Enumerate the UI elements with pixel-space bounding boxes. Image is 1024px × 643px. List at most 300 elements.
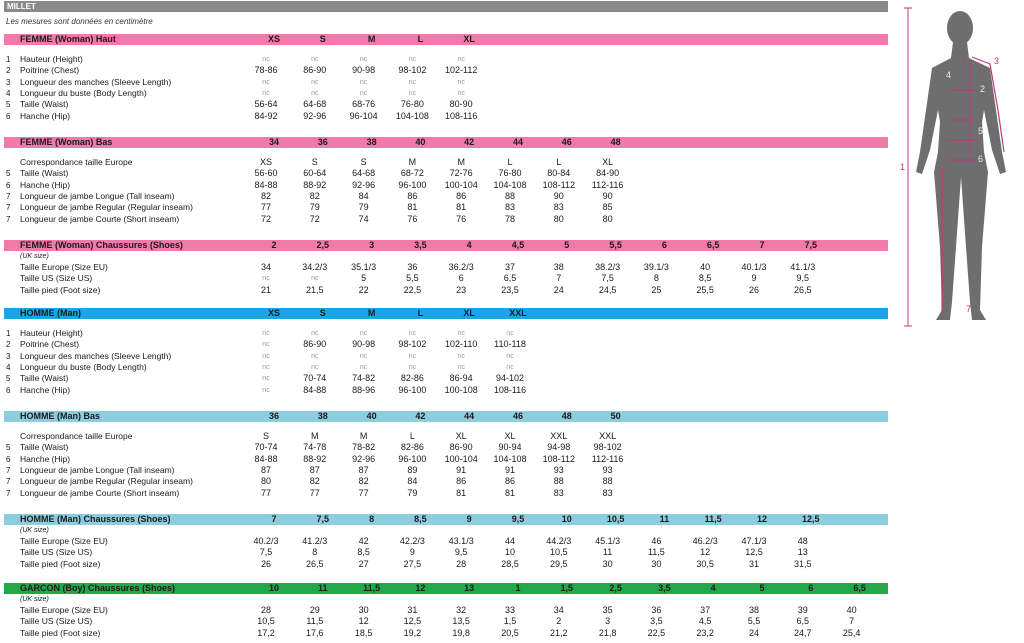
measure-number: 6 [6,180,11,190]
table-cell: 100-104 [444,453,478,464]
table-cell: 87 [358,464,369,475]
table-cell: nc [408,78,417,86]
table-cell: 9,5 [454,547,468,558]
section-header-band [4,583,888,594]
table-cell: 12 [700,547,711,558]
table-cell: 94-98 [547,442,571,453]
row-label: Hanche (Hip) [20,110,71,121]
size-header-cell: M [367,34,376,44]
section-title: FEMME (Woman) Haut [20,34,116,44]
table-cell: 76-80 [498,168,522,179]
table-cell: 81 [456,202,467,213]
table-cell: 93 [602,464,613,475]
table-cell: 13 [797,547,808,558]
table-cell: 64-68 [352,168,376,179]
table-cell: XXL [550,431,568,441]
table-cell: 78-86 [254,65,278,76]
table-cell: 47.1/3 [741,536,767,546]
table-cell: 8,5 [698,273,712,284]
table-cell: 84-88 [254,453,278,464]
table-cell: 1,5 [503,616,517,627]
table-cell: 33 [504,605,515,615]
table-cell: nc [408,56,417,63]
measure-number: 3 [6,351,11,361]
table-cell: 11,5 [306,616,324,627]
size-header-cell: 48 [561,411,572,421]
row-label: Taille (Waist) [20,373,69,384]
section-header-band [4,514,888,525]
size-header-cell: 46 [561,137,572,147]
table-cell: 44.2/3 [546,536,572,546]
table-cell: nc [262,89,270,97]
table-cell: 8 [653,273,659,284]
table-cell: nc [311,352,319,360]
figure-marker-label: 4 [946,70,952,80]
measure-number: 5 [6,100,11,110]
table-cell: 41.1/3 [790,262,816,272]
table-cell: 38.2/3 [595,262,621,272]
table-cell: M [359,431,368,441]
table-cell: 40.2/3 [253,536,279,546]
size-header-cell: 5 [564,240,570,250]
size-header-cell: 9,5 [511,514,525,524]
table-cell: 22 [358,284,369,295]
table-cell: nc [457,363,465,371]
table-cell: 56-60 [254,168,278,179]
table-cell: 30,5 [696,558,714,569]
table-cell: 72 [260,213,271,224]
table-cell: 83 [602,487,613,498]
brand-bar [4,1,888,12]
size-header-cell: XL [463,308,475,318]
table-cell: 77 [309,487,320,498]
table-cell: 46 [651,536,662,546]
row-label: Hanche (Hip) [20,453,71,464]
uk-size-note: (UK size) [20,527,49,534]
size-header-cell: 44 [464,411,475,421]
table-cell: 35 [602,605,613,615]
row-label: Taille (Waist) [20,99,69,110]
units-note: Les mesures sont données en centimètre [6,17,153,26]
table-cell: 96-104 [349,110,378,121]
size-header-cell: 11,5 [704,514,722,524]
table-cell: 102-112 [445,65,478,76]
table-cell: nc [262,275,270,283]
table-cell: 81 [504,487,515,498]
section-title: FEMME (Woman) Chaussures (Shoes) [20,240,183,250]
measure-number: 7 [6,465,11,475]
table-cell: L [409,431,415,441]
table-cell: 74 [358,213,369,224]
row-label: Poitrine (Chest) [20,65,80,76]
table-cell: 24 [553,284,564,295]
table-cell: 88 [553,476,564,487]
table-cell: 56-64 [254,99,278,110]
table-cell: nc [408,89,417,97]
table-cell: 24,7 [794,627,812,638]
table-cell: 86 [504,476,515,487]
table-cell: 80 [553,213,564,224]
table-cell: 7,5 [601,273,614,284]
table-cell: 84-88 [254,179,278,190]
size-header-cell: 4 [710,583,716,593]
figure-marker-label: 1 [900,162,906,172]
section-title: HOMME (Man) Chaussures (Shoes) [20,514,171,524]
size-header-cell: 11 [659,514,670,524]
measure-number: 1 [6,55,11,64]
size-header-cell: 36 [317,137,328,147]
table-cell: XS [259,157,272,167]
table-cell: 88-96 [352,384,376,395]
table-cell: 90-98 [352,65,376,76]
table-cell: 12 [358,616,369,627]
table-cell: nc [506,363,514,371]
table-cell: nc [457,78,465,86]
table-cell: 23,5 [501,284,519,295]
table-cell: XL [455,431,467,441]
table-cell: M [457,157,465,167]
table-cell: 92-96 [352,453,376,464]
table-cell: 31 [407,605,418,615]
section-title: HOMME (Man) Bas [20,411,101,421]
table-cell: 23,2 [696,627,714,638]
table-cell: 81 [456,487,467,498]
table-cell: 90-94 [498,442,522,453]
table-cell: 37 [700,605,711,615]
size-header-cell: 50 [610,411,621,421]
table-cell: 100-108 [444,384,478,395]
row-label: Longueur des manches (Sleeve Length) [20,76,172,87]
table-cell: 10 [504,547,515,558]
table-cell: 25 [651,284,662,295]
table-cell: 21 [260,284,271,295]
size-header-cell: 6,5 [853,583,866,593]
table-cell: 72-76 [449,168,473,179]
table-cell: 83 [504,202,515,213]
size-header-cell: 4,5 [511,240,525,250]
table-cell: 12,5 [403,616,422,627]
table-cell: 32 [456,605,467,615]
size-header-cell: 38 [317,411,328,421]
table-cell: 87 [260,464,271,475]
table-cell: 9 [751,273,757,284]
table-cell: 98-102 [398,65,427,76]
table-cell: nc [311,275,319,283]
measure-number: 6 [6,385,11,395]
table-cell: 82 [309,476,320,487]
table-cell: nc [457,56,465,63]
row-label: Longueur du buste (Body Length) [20,87,147,98]
table-cell: nc [359,78,368,86]
table-cell: 88-92 [303,179,327,190]
table-cell: 86 [456,190,467,201]
measure-number: 7 [6,488,11,498]
table-cell: 19,8 [452,627,470,638]
measure-number: 7 [6,214,11,224]
section-title: FEMME (Woman) Bas [20,137,113,147]
table-cell: nc [408,363,417,371]
table-cell: 42.2/3 [399,536,425,546]
row-label: Longueur de jambe Courte (Short inseam) [20,213,180,224]
row-label: Taille pied (Foot size) [20,627,101,638]
table-cell: 89 [407,464,418,475]
size-header-cell: 8,5 [414,514,427,524]
row-label: Taille pied (Foot size) [20,558,101,569]
size-header-cell: 10,5 [606,514,625,524]
size-header-cell: 3,5 [414,240,427,250]
table-cell: 87 [309,464,320,475]
table-cell: nc [262,78,270,86]
table-cell: 27 [358,558,369,569]
size-header-cell: 8 [369,514,375,524]
measure-number: 2 [6,66,11,76]
size-header-cell: M [367,308,376,318]
table-cell: 24,5 [598,284,617,295]
row-label: Correspondance taille Europe [20,157,133,167]
table-cell: nc [359,363,368,371]
measure-number: 4 [6,362,11,372]
measure-number: 6 [6,454,11,464]
table-cell: 84-88 [303,384,327,395]
table-cell: 96-100 [398,179,427,190]
table-cell: 44 [504,536,515,546]
table-cell: 11 [602,547,613,558]
table-cell: M [311,431,319,441]
row-label: Taille (Waist) [20,442,69,453]
table-cell: 108-112 [542,453,575,464]
table-cell: nc [311,330,319,337]
table-cell: 18,5 [354,627,373,638]
table-cell: 93 [553,464,564,475]
table-cell: 31,5 [794,558,812,569]
size-header-cell: 38 [366,137,377,147]
table-cell: nc [408,330,417,337]
table-cell: 22,5 [403,284,422,295]
row-label: Hauteur (Height) [20,54,83,64]
table-cell: 17,2 [257,627,275,638]
table-cell: 82 [260,190,271,201]
table-cell: 83 [553,202,564,213]
uk-size-note: (UK size) [20,596,49,603]
figure-marker-label: 3 [994,56,1000,66]
table-cell: 21,8 [598,627,617,638]
section-title: GARCON (Boy) Chaussures (Shoes) [20,583,176,593]
table-cell: 24 [748,627,759,638]
table-cell: 77 [358,487,369,498]
table-cell: 5,5 [747,616,761,627]
table-cell: nc [359,330,368,337]
table-cell: 21,2 [550,627,568,638]
row-label: Taille US (Size US) [20,273,93,284]
table-cell: nc [311,78,319,86]
size-header-cell: 9 [466,514,472,524]
table-cell: 39.1/3 [643,262,669,272]
table-cell: 104-108 [493,453,527,464]
table-cell: 104-108 [395,110,429,121]
row-label: Poitrine (Chest) [20,339,80,350]
table-cell: 25,5 [696,284,714,295]
uk-size-note: (UK size) [20,253,49,260]
size-header-cell: 13 [464,583,475,593]
table-cell: nc [262,56,270,63]
table-cell: 98-102 [398,339,427,350]
table-cell: 68-72 [400,168,424,179]
table-cell: 23 [456,284,467,295]
row-label: Taille (Waist) [20,168,69,179]
table-cell: 64-68 [303,99,327,110]
size-header-cell: 44 [512,137,523,147]
row-label: Longueur de jambe Longue (Tall inseam) [20,190,175,201]
table-cell: 91 [456,464,467,475]
table-cell: 76 [407,213,418,224]
table-cell: 19,2 [403,627,422,638]
table-cell: nc [262,352,270,360]
size-header-cell: 7,5 [804,240,818,250]
table-cell: 78 [504,213,515,224]
table-cell: 98-102 [593,442,622,453]
table-cell: 78-82 [352,442,376,453]
size-header-cell: 48 [610,137,621,147]
table-cell: 82-86 [400,442,424,453]
table-cell: L [556,157,562,167]
table-cell: 28,5 [501,558,519,569]
table-cell: 79 [407,487,418,498]
measure-number: 7 [6,191,11,201]
table-cell: 110-118 [494,339,526,350]
table-cell: 112-116 [591,453,624,464]
table-cell: 30 [651,558,662,569]
table-cell: 26,5 [794,284,812,295]
table-cell: 48 [797,536,808,546]
table-cell: 34 [553,605,564,615]
size-header-cell: 6 [808,583,814,593]
size-header-cell: 34 [268,137,279,147]
table-cell: 86-90 [449,442,473,453]
row-label: Taille pied (Foot size) [20,284,101,295]
size-header-cell: 5,5 [609,240,622,250]
table-cell: 34.2/3 [302,262,328,272]
size-header-cell: 7 [271,514,277,524]
measure-number: 5 [6,443,11,453]
table-cell: 4,5 [698,616,712,627]
table-cell: nc [506,352,514,360]
size-header-cell: 11 [318,583,328,593]
table-cell: nc [311,363,319,371]
table-cell: nc [311,89,319,97]
size-header-cell: L [417,34,424,44]
measure-number: 6 [6,111,11,121]
table-cell: 38 [553,262,564,272]
table-cell: 90 [602,190,613,201]
table-cell: 79 [309,202,320,213]
size-header-cell: XXL [509,308,527,318]
size-header-cell: 10 [268,583,279,593]
table-cell: 68-76 [352,99,376,110]
table-cell: nc [359,89,368,97]
table-cell: 74-78 [303,442,327,453]
table-cell: 91 [504,464,515,475]
table-cell: M [408,157,417,167]
table-cell: 36 [407,262,418,272]
table-cell: 112-116 [591,179,624,190]
table-cell: S [262,431,269,441]
table-cell: 27,5 [403,558,422,569]
table-cell: 88-92 [303,453,327,464]
row-label: Longueur de jambe Longue (Tall inseam) [20,464,175,475]
table-cell: 11,5 [647,547,665,558]
table-cell: nc [457,352,465,360]
table-cell: 84 [407,476,418,487]
table-cell: 26,5 [306,558,324,569]
table-cell: 7,5 [259,547,273,558]
table-cell: nc [262,330,270,337]
size-header-cell: 12,5 [802,514,820,524]
table-cell: 40 [846,605,857,615]
size-header-cell: 36 [268,411,279,421]
row-label: Hanche (Hip) [20,179,71,190]
row-label: Longueur de jambe Regular (Regular inseam) [20,202,193,213]
table-cell: XL [602,157,614,167]
table-cell: 104-108 [493,179,527,190]
section-header-band [4,411,888,422]
table-cell: L [507,157,513,167]
table-cell: 10,5 [550,547,568,558]
table-cell: 100-104 [444,179,478,190]
table-cell: 12,5 [745,547,763,558]
figure-marker-label: 7 [966,304,972,314]
table-cell: 20,5 [501,627,519,638]
measure-number: 4 [6,88,11,98]
table-cell: 37 [504,262,515,272]
row-label: Taille US (Size US) [20,547,93,558]
table-cell: 29,5 [550,558,568,569]
table-cell: 82 [358,476,369,487]
size-header-cell: 1,5 [560,583,574,593]
size-header-cell: 6 [661,240,667,250]
size-header-cell: 5 [759,583,765,593]
size-header-cell: 7 [759,240,765,250]
table-cell: 5,5 [406,273,419,284]
table-cell: 80-84 [547,168,571,179]
table-cell: 30 [602,558,613,569]
table-cell: 80 [602,213,613,224]
measure-number: 1 [6,329,11,338]
row-label: Longueur de jambe Courte (Short inseam) [20,487,180,498]
table-cell: 82 [309,190,320,201]
size-header-cell: 4 [466,240,472,250]
table-cell: 3 [605,616,611,627]
table-cell: 3,5 [650,616,663,627]
table-cell: 76-80 [400,99,424,110]
size-header-cell: XS [267,308,280,318]
table-cell: 13,5 [452,616,470,627]
table-cell: 36 [651,605,662,615]
table-cell: 40 [700,262,711,272]
table-cell: 38 [748,605,759,615]
table-cell: nc [262,341,270,349]
table-cell: 82-86 [400,373,424,384]
table-cell: nc [359,352,368,360]
row-label: Hauteur (Height) [20,328,83,338]
table-cell: 79 [358,202,369,213]
size-header-cell: XS [267,34,280,44]
table-cell: 41.2/3 [302,536,328,546]
silhouette-icon [916,11,1006,320]
table-cell: 2 [556,616,562,627]
brand-name: MILLET [7,2,36,11]
table-cell: 96-100 [398,384,427,395]
table-cell: 6,5 [503,273,517,284]
